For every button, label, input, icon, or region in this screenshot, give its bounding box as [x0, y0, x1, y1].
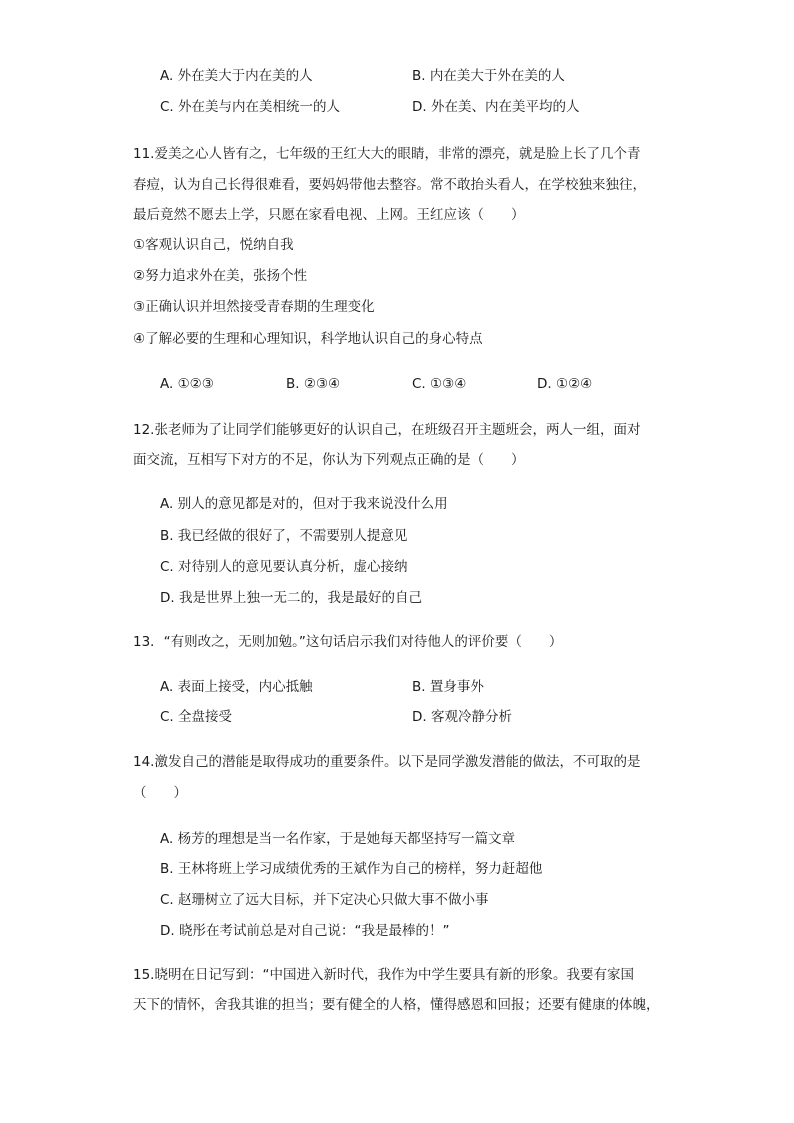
q13-option-b: B. 置身事外: [412, 679, 484, 695]
q11-statement-1: ①客观认识自己，悦纳自我: [133, 237, 294, 253]
q14-stem-line-2: （ ）: [133, 785, 187, 801]
q10-option-b: B. 内在美大于外在美的人: [412, 68, 565, 84]
q11-statement-2: ②努力追求外在美，张扬个性: [133, 268, 308, 284]
q11-option-a: A. ①②③: [160, 376, 214, 392]
q14-option-d: D. 晓彤在考试前总是对自己说：“我是最棒的！”: [160, 923, 450, 939]
q10-option-d: D. 外在美、内在美平均的人: [412, 99, 580, 115]
q12-option-a: A. 别人的意见都是对的，但对于我来说没什么用: [160, 496, 448, 512]
q11-statement-4: ④了解必要的生理和心理知识，科学地认识自己的身心特点: [133, 331, 483, 347]
q11-stem-line-3: 最后竟然不愿去上学，只愿在家看电视、上网。王红应该（ ）: [133, 207, 525, 223]
q12-stem-line-2: 面交流，互相写下对方的不足，你认为下列观点正确的是（ ）: [133, 452, 525, 468]
q14-stem-line-1: 14.激发自己的潜能是取得成功的重要条件。以下是同学激发潜能的做法，不可取的是: [133, 754, 641, 770]
q13-option-a: A. 表面上接受，内心抵触: [160, 679, 313, 695]
q11-stem-line-1: 11.爱美之心人皆有之，七年级的王红大大的眼睛，非常的漂亮，就是脸上长了几个青: [133, 146, 641, 162]
q11-option-d: D. ①②④: [537, 376, 593, 392]
q11-option-b: B. ②③④: [286, 376, 341, 392]
q11-stem-line-2: 春痘，认为自己长得很难看，要妈妈带他去整容。常不敢抬头看人，在学校独来独往，: [133, 177, 646, 193]
q11-option-c: C. ①③④: [412, 376, 467, 392]
q12-option-d: D. 我是世界上独一无二的，我是最好的自己: [160, 590, 422, 606]
q12-stem-line-1: 12.张老师为了让同学们能够更好的认识自己，在班级召开主题班会，两人一组，面对: [133, 422, 641, 438]
q13-option-d: D. 客观冷静分析: [412, 709, 512, 725]
q15-stem-line-1: 15.晓明在日记写到：“中国进入新时代，我作为中学生要具有新的形象。我要有家国: [133, 967, 634, 983]
q15-stem-line-2: 天下的情怀，舍我其谁的担当；要有健全的人格，懂得感恩和回报；还要有健康的体魄，: [133, 997, 660, 1013]
q10-option-a: A. 外在美大于内在美的人: [160, 68, 313, 84]
q13-option-c: C. 全盘接受: [160, 709, 233, 725]
q11-statement-3: ③正确认识并坦然接受青春期的生理变化: [133, 299, 375, 315]
q13-stem-line-1: 13．“有则改之，无则加勉。”这句话启示我们对待他人的评价要（ ）: [133, 634, 563, 650]
q14-option-c: C. 赵珊树立了远大目标，并下定决心只做大事不做小事: [160, 892, 489, 908]
q10-option-c: C. 外在美与内在美相统一的人: [160, 99, 341, 115]
q12-option-c: C. 对待别人的意见要认真分析，虚心接纳: [160, 559, 408, 575]
q14-option-b: B. 王林将班上学习成绩优秀的王斌作为自己的榜样，努力赶超他: [160, 861, 543, 877]
q12-option-b: B. 我已经做的很好了，不需要别人提意见: [160, 528, 408, 544]
q14-option-a: A. 杨芳的理想是当一名作家，于是她每天都坚持写一篇文章: [160, 831, 516, 847]
